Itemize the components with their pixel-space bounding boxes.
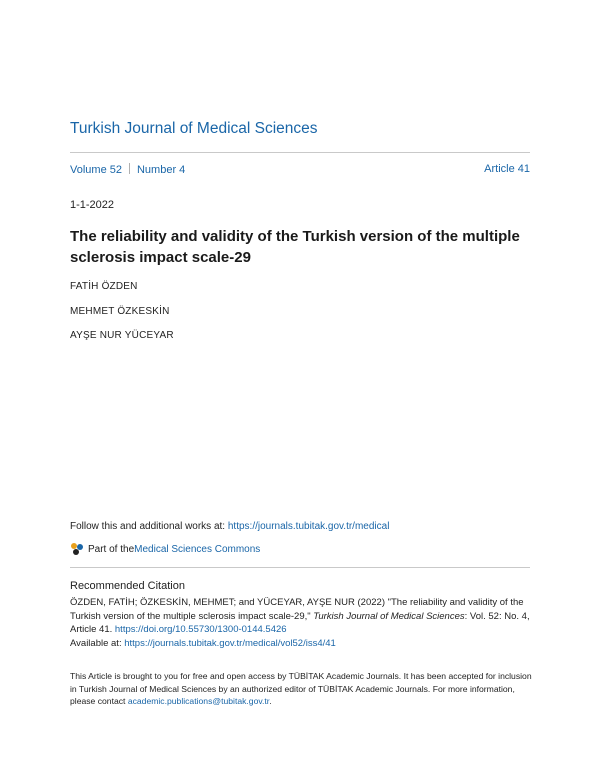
available-url-link[interactable]: https://journals.tubitak.gov.tr/medical/vol52/iss4/41 — [124, 637, 336, 649]
divider — [70, 152, 530, 153]
network-commons-icon — [70, 542, 84, 556]
issue-info — [70, 163, 530, 176]
divider — [70, 567, 530, 568]
number-link[interactable]: Number 4 — [136, 164, 186, 176]
available-prefix: Available at: — [70, 637, 125, 649]
separator — [129, 163, 130, 174]
follow-line — [70, 521, 389, 532]
follow-prefix: Follow this and additional works at: — [70, 521, 228, 532]
citation-text — [70, 596, 530, 650]
citation-before: ÖZDEN, FATİH; ÖZKESKİN, MEHMET; and YÜCEYAR, AYŞE NUR (2022) "The reliability and validity of the Turkish version of the multiple sclerosis impact scale-29," — [70, 597, 524, 622]
article-link[interactable]: Article 41 — [484, 163, 530, 175]
part-of-line — [70, 542, 260, 556]
part-of-prefix: Part of the — [88, 543, 135, 555]
journal-title-link[interactable]: Turkish Journal of Medical Sciences — [70, 120, 318, 137]
citation-after: : Vol. 52: No. 4, Article 41. — [70, 610, 530, 635]
follow-url-link[interactable]: https://journals.tubitak.gov.tr/medical — [227, 521, 390, 532]
author-2: MEHMET ÖZKESKİN — [70, 306, 170, 317]
commons-link[interactable]: Medical Sciences Commons — [134, 543, 261, 555]
notice-text: This Article is brought to you for free and open access by TÜBİTAK Academic Journals. It has been accepted for inclusion in Turkish Journal of Medical Sciences by an authorized editor of TÜBİTAK Academic Journals. For more information, please contact — [70, 671, 532, 706]
article-title: The reliability and validity of the Turkish version of the multiple sclerosis impact scale-29 — [70, 228, 520, 266]
publication-date: 1-1-2022 — [70, 199, 115, 211]
volume-link[interactable]: Volume 52 — [70, 164, 122, 176]
notice-end: . — [269, 696, 272, 706]
contact-email-link[interactable]: academic.publications@tubitak.gov.tr — [127, 696, 270, 706]
access-notice — [70, 670, 532, 708]
doi-link[interactable]: https://doi.org/10.55730/1300-0144.5426 — [114, 624, 287, 635]
recommended-citation-heading: Recommended Citation — [70, 580, 185, 592]
citation-journal: Turkish Journal of Medical Sciences — [313, 610, 465, 622]
author-3: AYŞE NUR YÜCEYAR — [70, 330, 174, 341]
author-1: FATİH ÖZDEN — [70, 281, 138, 292]
